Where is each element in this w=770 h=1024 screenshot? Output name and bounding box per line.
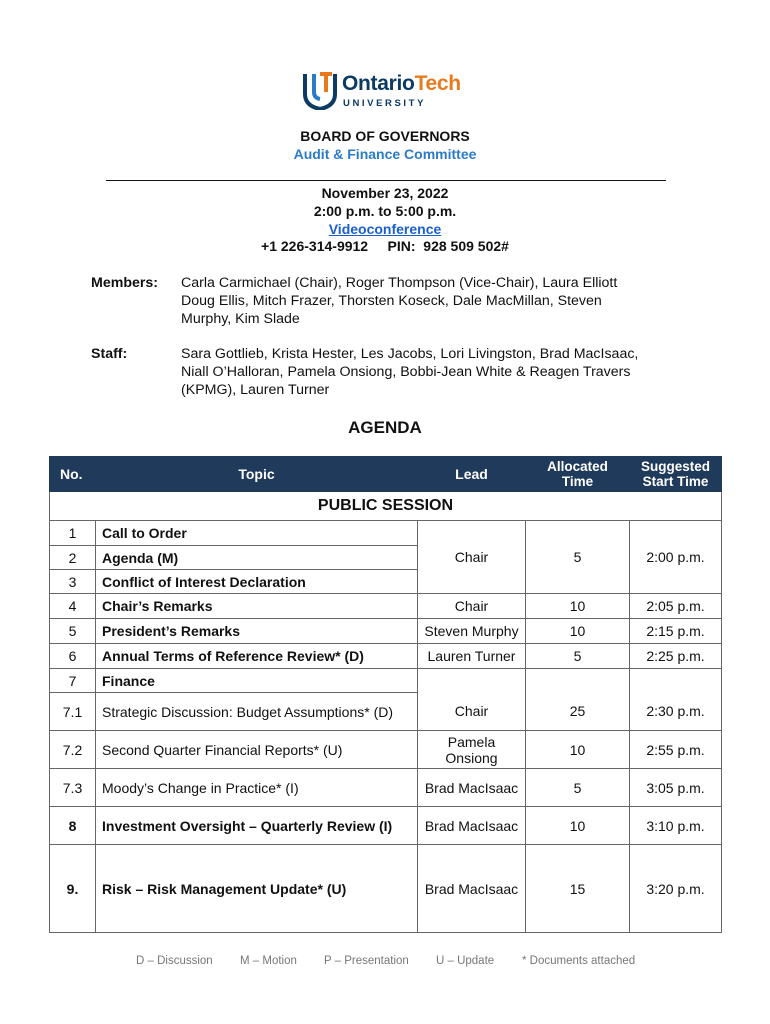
members-list: Carla Carmichael (Chair), Roger Thompson (Vice-Chair), Laura Elliott Doug Ellis, Mitch Frazer, Thorsten Koseck, Dale MacMillan, Steven Murphy, Kim Slade: [181, 275, 618, 327]
table-row: [50, 594, 722, 619]
item-lead: Chair: [418, 521, 526, 594]
logo-word-tech: Tech: [414, 72, 461, 95]
item-topic: Annual Terms of Reference Review* (D): [96, 644, 418, 669]
meeting-time: 2:00 p.m. to 5:00 p.m.: [313, 203, 457, 219]
header-allocated-time: [526, 457, 630, 492]
table-header-row: [50, 457, 722, 492]
item-number: 8: [50, 807, 96, 845]
session-title: PUBLIC SESSION: [50, 492, 722, 521]
item-allocated-time: [526, 669, 630, 693]
item-number: 7: [50, 669, 96, 693]
item-lead: Brad MacIsaac: [418, 769, 526, 807]
videoconference-link[interactable]: Videoconference: [328, 221, 442, 237]
item-number: 1: [50, 521, 96, 546]
item-topic: President’s Remarks: [96, 619, 418, 644]
session-row: [50, 492, 722, 521]
item-start-time: 3:05 p.m.: [630, 769, 722, 807]
item-start-time: 2:05 p.m.: [630, 594, 722, 619]
item-allocated-time: 25: [526, 693, 630, 731]
agenda-title: AGENDA: [348, 418, 422, 437]
item-allocated-time: 10: [526, 619, 630, 644]
header-no: No.: [50, 457, 96, 492]
members-label: Members:: [91, 275, 159, 291]
header-topic: Topic: [96, 457, 418, 492]
header-allocated-line2: Time: [561, 474, 594, 489]
table-row: [50, 669, 722, 693]
legend-discussion: D – Discussion: [136, 955, 213, 967]
item-start-time: 2:00 p.m.: [630, 521, 722, 594]
item-start-time: 3:10 p.m.: [630, 807, 722, 845]
item-allocated-time: 10: [526, 807, 630, 845]
table-row: [50, 521, 722, 546]
header-start-line2: Start Time: [642, 474, 709, 489]
item-start-time: [630, 669, 722, 693]
item-number: 7.2: [50, 731, 96, 769]
item-number: 6: [50, 644, 96, 669]
item-number: 2: [50, 546, 96, 570]
logo-word-ontario: Ontario: [342, 72, 415, 95]
header-start-time: [630, 457, 722, 492]
legend-update: U – Update: [436, 955, 495, 967]
legend-presentation: P – Presentation: [324, 955, 409, 967]
item-number: 5: [50, 619, 96, 644]
legend-motion: M – Motion: [240, 955, 297, 967]
committee-title: Audit & Finance Committee: [293, 146, 477, 162]
dial-in-info: +1 226-314-9912 PIN: 928 509 502#: [261, 238, 509, 254]
item-allocated-time: 10: [526, 594, 630, 619]
item-lead: Brad MacIsaac: [418, 807, 526, 845]
item-lead: Chair: [418, 693, 526, 731]
item-start-time: 2:15 p.m.: [630, 619, 722, 644]
logo-wordmark: [342, 72, 461, 96]
item-topic: Risk – Risk Management Update* (U): [96, 845, 418, 933]
item-number: 3: [50, 570, 96, 594]
shield-mark-icon: [302, 70, 338, 110]
staff-list: Sara Gottlieb, Krista Hester, Les Jacobs, Lori Livingston, Brad MacIsaac, Niall O’Halloran, Pamela Onsiong, Bobbi-Jean White & Reagen Travers (KPMG), Lauren Turner: [181, 346, 639, 398]
item-allocated-time: 5: [526, 769, 630, 807]
item-allocated-time: 5: [526, 644, 630, 669]
table-row: [50, 644, 722, 669]
agenda-table: [49, 456, 722, 933]
item-number: 7.3: [50, 769, 96, 807]
item-lead: Chair: [418, 594, 526, 619]
item-start-time: 2:25 p.m.: [630, 644, 722, 669]
table-row: [50, 693, 722, 731]
item-number: 4: [50, 594, 96, 619]
board-title: BOARD OF GOVERNORS: [300, 128, 470, 144]
item-lead: [418, 669, 526, 693]
item-allocated-time: 10: [526, 731, 630, 769]
item-lead: Brad MacIsaac: [418, 845, 526, 933]
item-lead: Lauren Turner: [418, 644, 526, 669]
item-lead: Pamela Onsiong: [418, 731, 526, 769]
item-topic: Call to Order: [96, 521, 418, 546]
item-start-time: 2:30 p.m.: [630, 693, 722, 731]
item-lead: Steven Murphy: [418, 619, 526, 644]
item-topic: Strategic Discussion: Budget Assumptions* (D): [96, 693, 418, 731]
item-topic: Moody’s Change in Practice* (I): [96, 769, 418, 807]
item-topic: Second Quarter Financial Reports* (U): [96, 731, 418, 769]
table-row: [50, 769, 722, 807]
header-start-line1: Suggested: [640, 459, 710, 474]
staff-label: Staff:: [91, 346, 128, 362]
item-start-time: 2:55 p.m.: [630, 731, 722, 769]
item-start-time: 3:20 p.m.: [630, 845, 722, 933]
item-topic: Investment Oversight – Quarterly Review (I): [96, 807, 418, 845]
item-number: 9.: [50, 845, 96, 933]
item-topic: Conflict of Interest Declaration: [96, 570, 418, 594]
table-row: [50, 731, 722, 769]
header-divider: [106, 180, 666, 181]
header-allocated-line1: Allocated: [547, 459, 608, 474]
legend-documents-attached: * Documents attached: [522, 955, 636, 967]
item-topic: Chair’s Remarks: [96, 594, 418, 619]
item-allocated-time: 15: [526, 845, 630, 933]
item-topic: Finance: [96, 669, 418, 693]
item-allocated-time: 5: [526, 521, 630, 594]
item-number: 7.1: [50, 693, 96, 731]
university-logo: [302, 70, 472, 112]
table-row: [50, 845, 722, 933]
meeting-date: November 23, 2022: [321, 185, 449, 201]
logo-subtitle: UNIVERSITY: [343, 98, 427, 109]
item-topic: Agenda (M): [96, 546, 418, 570]
header-lead: Lead: [418, 457, 526, 492]
table-row: [50, 807, 722, 845]
table-row: [50, 619, 722, 644]
